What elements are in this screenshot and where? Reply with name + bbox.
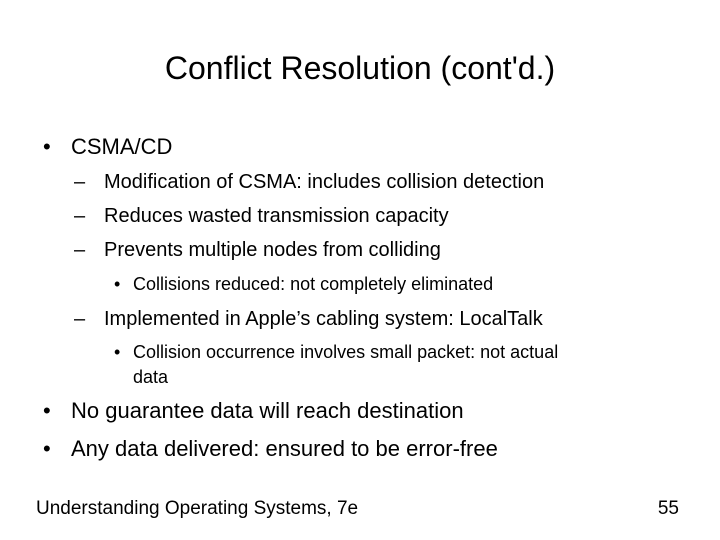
sub-bullet-text: Reduces wasted transmission capacity xyxy=(104,205,449,227)
page-number: 55 xyxy=(657,498,679,519)
sub-bullet-reduces xyxy=(74,202,694,230)
bullet-csma-cd xyxy=(43,132,683,162)
bullet-text: Any data delivered: ensured to be error-free xyxy=(71,436,498,461)
sub-bullet-implemented xyxy=(74,305,694,333)
dash-marker: – xyxy=(74,308,86,330)
sub-bullet-modification xyxy=(74,168,694,196)
sub-sub-bullet-text-line1: Collision occurrence involves small packet: not actual xyxy=(133,342,559,362)
sub-sub-bullet-collisions-reduced xyxy=(114,272,694,296)
dash-marker: – xyxy=(74,205,86,227)
sub-bullet-text: Prevents multiple nodes from colliding xyxy=(104,239,441,261)
sub-bullet-text: Implemented in Apple’s cabling system: LocalTalk xyxy=(104,308,543,330)
bullet-text: CSMA/CD xyxy=(71,134,173,159)
bullet-no-guarantee xyxy=(43,396,683,426)
dash-marker: – xyxy=(74,239,86,261)
bullet-marker: • xyxy=(43,398,51,423)
bullet-marker: • xyxy=(43,436,51,461)
sub-sub-bullet-collision-occurrence xyxy=(114,340,694,364)
sub-bullet-text: Modification of CSMA: includes collision detection xyxy=(104,171,545,193)
bullet-marker: • xyxy=(43,134,51,159)
sub-sub-bullet-collision-occurrence-cont xyxy=(114,365,694,389)
sub-bullet-prevents xyxy=(74,236,694,264)
footer-book-title: Understanding Operating Systems, 7e xyxy=(36,498,359,519)
sub-sub-bullet-text-line2: data xyxy=(133,367,169,387)
dash-marker: – xyxy=(74,171,86,193)
bullet-marker: • xyxy=(114,342,121,362)
slide-title: Conflict Resolution (cont'd.) xyxy=(164,50,556,86)
bullet-any-data xyxy=(43,434,683,464)
sub-sub-bullet-text: Collisions reduced: not completely eliminated xyxy=(133,274,494,294)
bullet-marker: • xyxy=(114,274,121,294)
bullet-text: No guarantee data will reach destination xyxy=(71,398,464,423)
